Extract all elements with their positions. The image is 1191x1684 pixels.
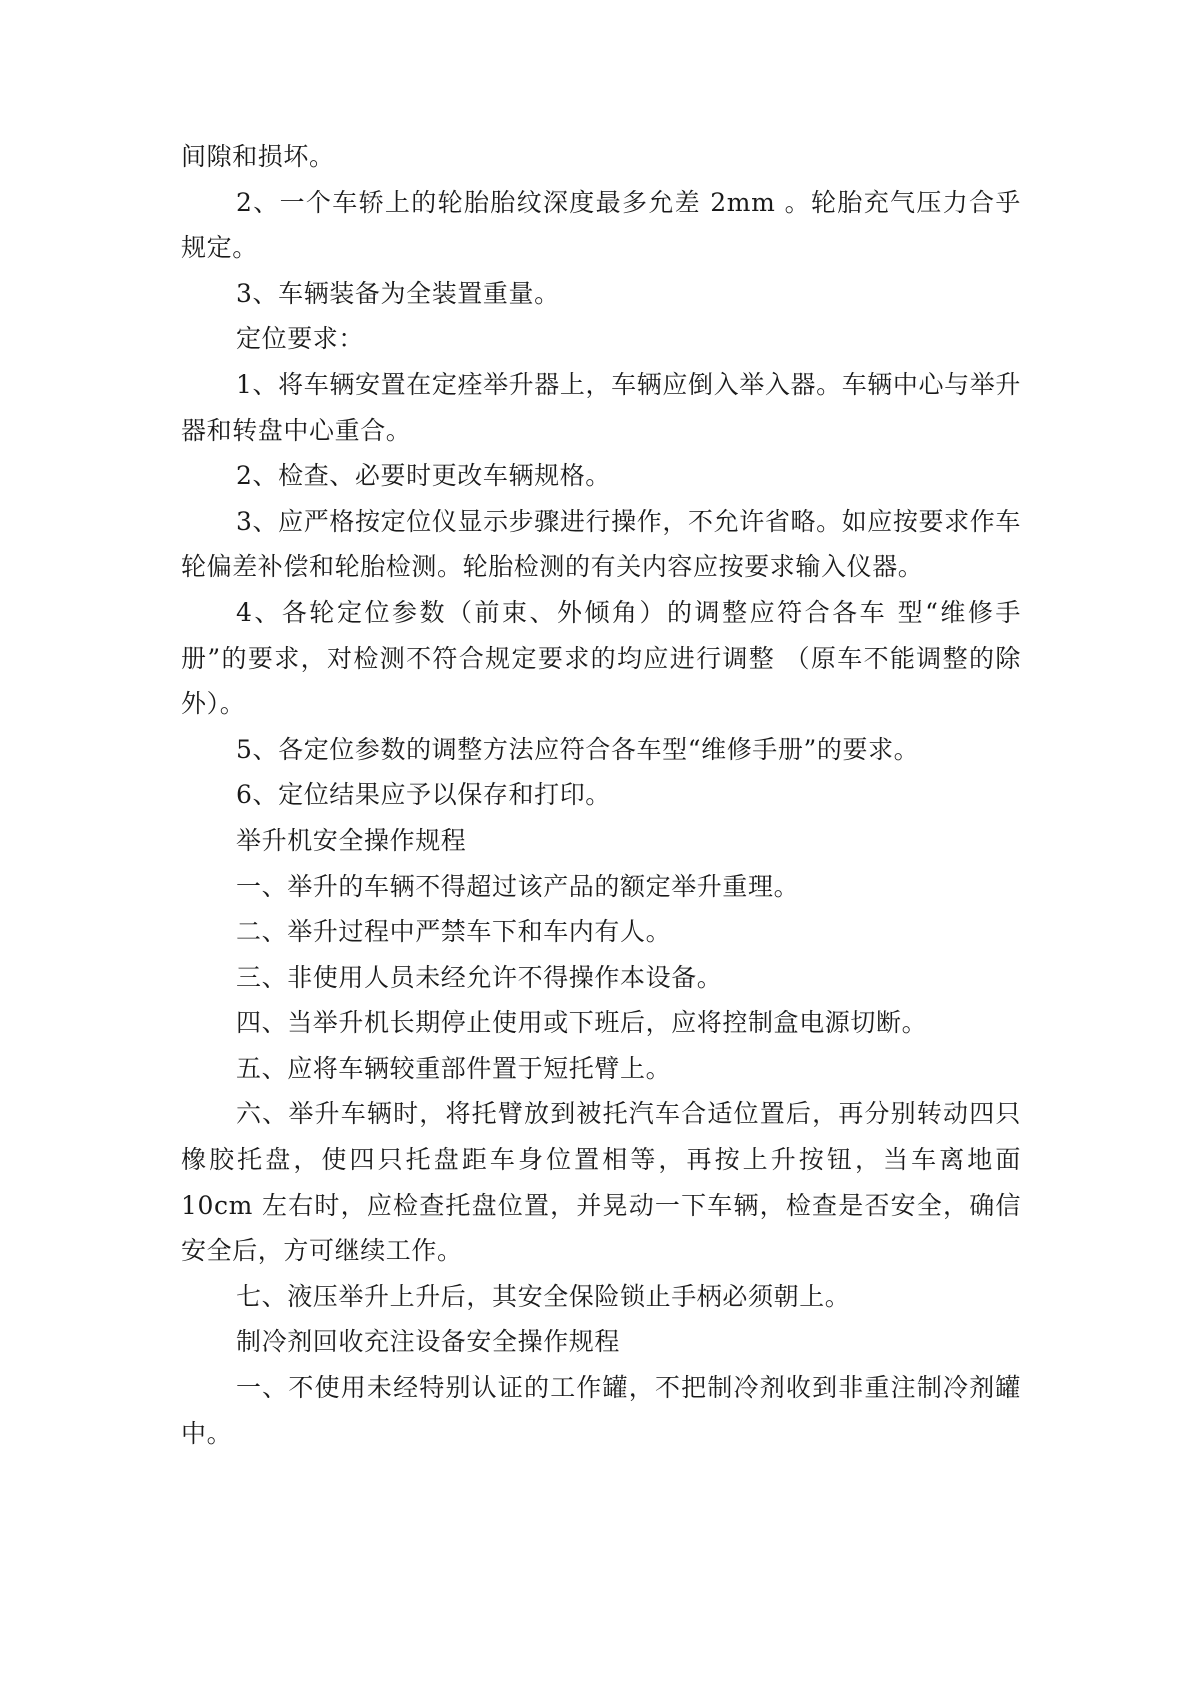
paragraph: 一、举升的车辆不得超过该产品的额定举升重理。 — [236, 871, 800, 901]
section-heading: 举升机安全操作规程 — [236, 825, 467, 855]
paragraph: 5、各定位参数的调整方法应符合各车型“维修手册”的要求。 — [236, 734, 920, 764]
paragraph: 六、举升车辆时，将托臂放到被托汽车合适位置后，再分别转动四只橡胶托盘，使四只托盘距车身位置相等，再按上升按钮，当车离地面 10cm 左右时，应检查托盘位置，并晃动一下车辆，检查是否安全，确信安全后，方可继续工作。 — [181, 1099, 1021, 1266]
paragraph: 3、应严格按定位仪显示步骤进行操作，不允许省略。如应按要求作车轮偏差补偿和轮胎检测。轮胎检测的有关内容应按要求输入仪器。 — [181, 506, 1021, 582]
paragraph: 6、定位结果应予以保存和打印。 — [236, 780, 611, 810]
section-heading: 制冷剂回收充注设备安全操作规程 — [236, 1327, 621, 1357]
paragraph: 2、一个车轿上的轮胎胎纹深度最多允差 2mm 。轮胎充气压力合乎规定。 — [181, 187, 1021, 263]
paragraph: 二、举升过程中严禁车下和车内有人。 — [236, 917, 672, 947]
paragraph: 五、应将车辆较重部件置于短托臂上。 — [236, 1053, 672, 1083]
paragraph: 一、不使用未经特别认证的工作罐，不把制冷剂收到非重注制冷剂罐中。 — [181, 1373, 1021, 1448]
paragraph: 2、检查、必要时更改车辆规格。 — [236, 461, 611, 491]
paragraph: 3、车辆装备为全装置重量。 — [236, 278, 560, 308]
paragraph: 三、非使用人员未经允许不得操作本设备。 — [236, 962, 723, 992]
paragraph: 四、当举升机长期停止使用或下班后，应将控制盒电源切断。 — [236, 1008, 928, 1038]
paragraph: 七、液压举升上升后，其安全保险锁止手柄必须朝上。 — [236, 1281, 851, 1311]
paragraph: 4、各轮定位参数（前束、外倾角）的调整应符合各车 型“维修手册”的要求，对检测不符合规定要求的均应进行调整 （原车不能调整的除外）。 — [181, 597, 1021, 719]
paragraph: 1、将车辆安置在定痊举升器上，车辆应倒入举入器。车辆中心与举升器和转盘中心重合。 — [181, 369, 1021, 445]
document-body — [181, 134, 1021, 1456]
paragraph: 间隙和损坏。 — [181, 142, 335, 171]
section-heading: 定位要求： — [236, 324, 365, 354]
